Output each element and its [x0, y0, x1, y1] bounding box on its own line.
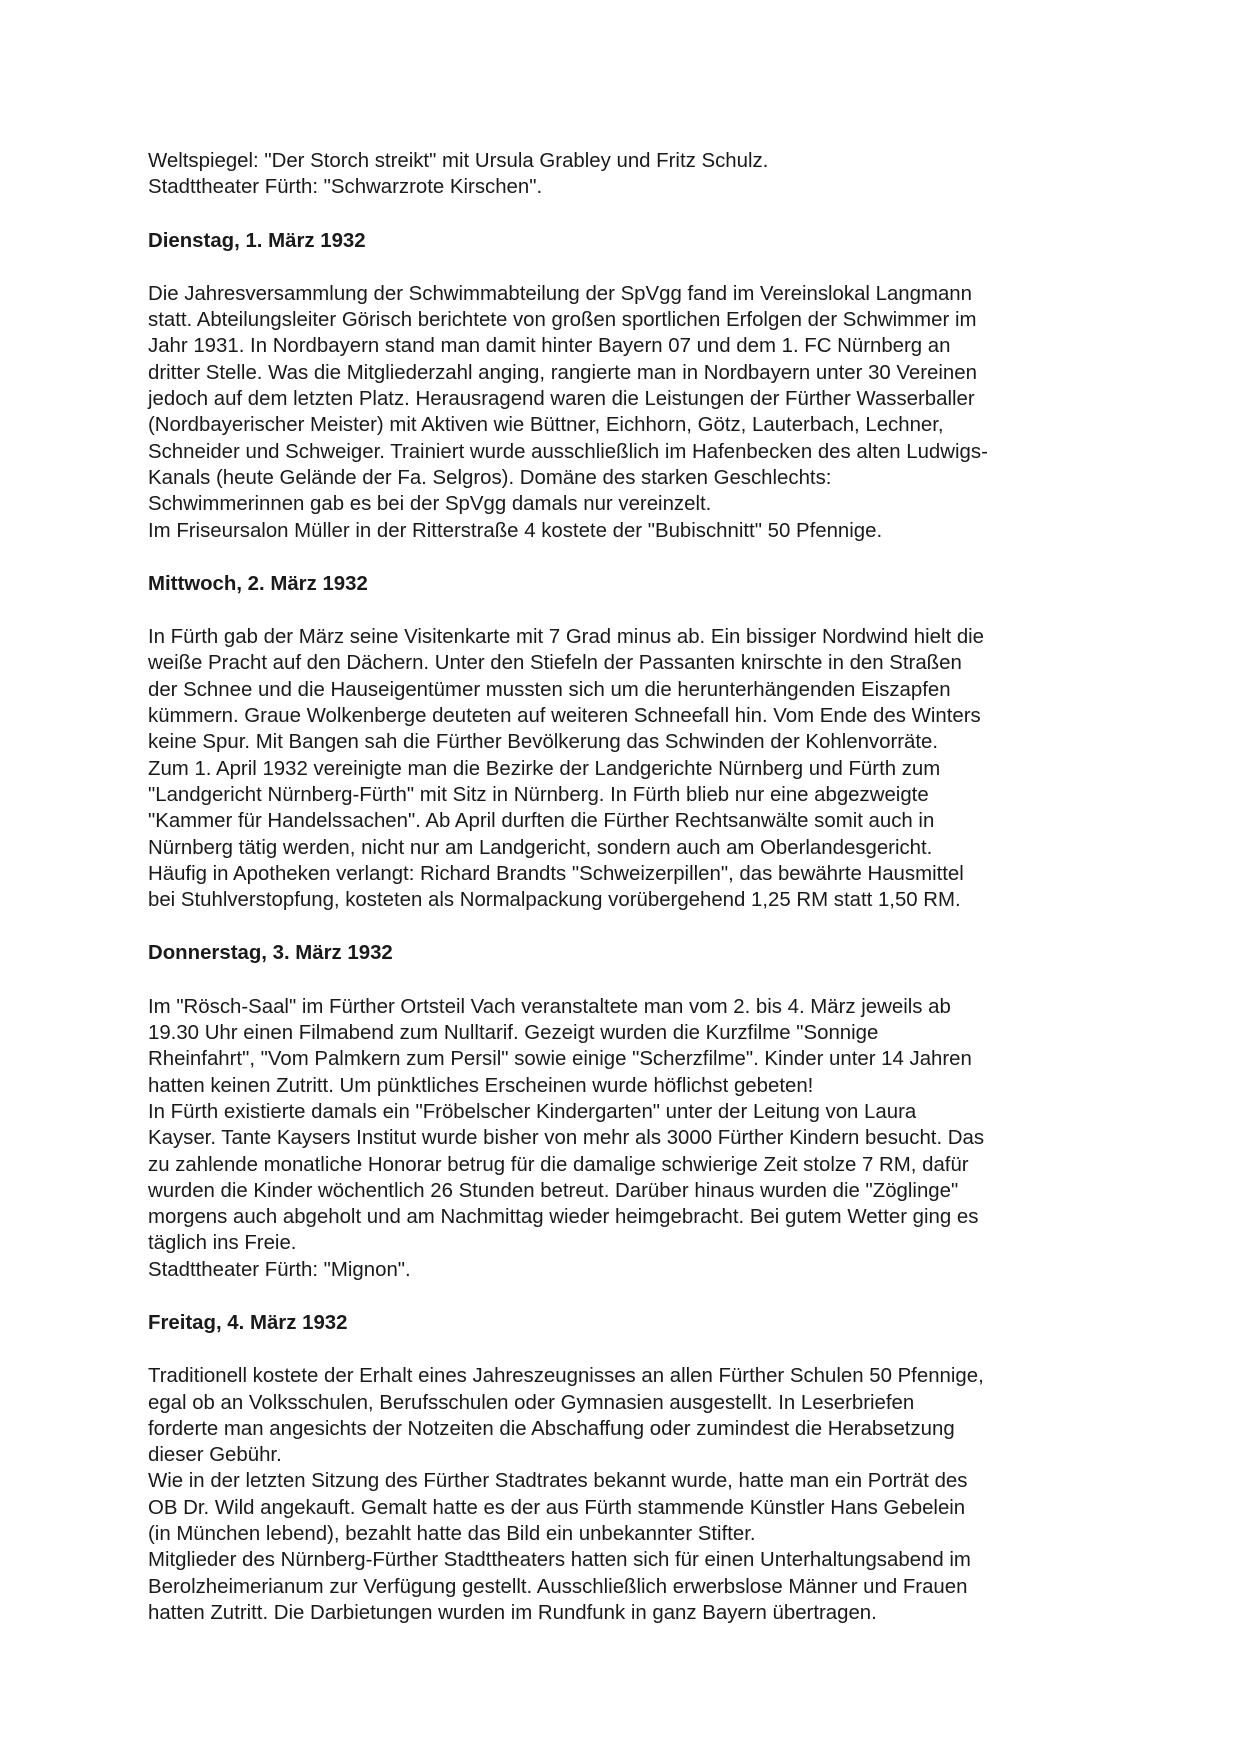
section-mittwoch — [148, 571, 1108, 914]
paragraph-line: (in München lebend), bezahlt hatte das Bild ein unbekannter Stifter. — [148, 1523, 756, 1546]
paragraph-line: In Fürth existierte damals ein "Fröbelscher Kindergarten" unter der Leitung von Laura — [148, 1100, 917, 1123]
paragraph-line: täglich ins Freie. — [148, 1232, 297, 1255]
section-heading: Dienstag, 1. März 1932 — [148, 229, 366, 252]
paragraph-line: zu zahlende monatliche Honorar betrug für die damalige schwierige Zeit stolze 7 RM, dafür — [148, 1153, 969, 1176]
paragraph-line: wurden die Kinder wöchentlich 26 Stunden betreut. Darüber hinaus wurden die "Zöglinge" — [148, 1179, 959, 1202]
paragraph-line: Im Friseursalon Müller in der Ritterstraße 4 kostete der "Bubischnitt" 50 Pfennige. — [148, 519, 883, 542]
paragraph-line: weiße Pracht auf den Dächern. Unter den Stiefeln der Passanten knirschte in den Straßen — [148, 652, 962, 675]
paragraph-line: morgens auch abgeholt und am Nachmittag wieder heimgebracht. Bei gutem Wetter ging es — [148, 1206, 979, 1229]
paragraph-line: statt. Abteilungsleiter Görisch berichtete von großen sportlichen Erfolgen der Schwimmer im — [148, 309, 977, 332]
paragraph-line: egal ob an Volksschulen, Berufsschulen oder Gymnasien ausgestellt. In Leserbriefen — [148, 1391, 915, 1414]
paragraph-line: hatten Zutritt. Die Darbietungen wurden im Rundfunk in ganz Bayern übertragen. — [148, 1601, 877, 1624]
paragraph-line: jedoch auf dem letzten Platz. Herausragend waren die Leistungen der Fürther Wasserballer — [148, 388, 975, 411]
paragraph-line: In Fürth gab der März seine Visitenkarte mit 7 Grad minus ab. Ein bissiger Nordwind hielt die — [148, 626, 985, 649]
paragraph-line: forderte man angesichts der Notzeiten die Abschaffung oder zumindest die Herabsetzung — [148, 1417, 955, 1440]
paragraph-line: kümmern. Graue Wolkenberge deuteten auf weiteren Schneefall hin. Vom Ende des Winters — [148, 705, 981, 728]
paragraph-line: hatten keinen Zutritt. Um pünktliches Erscheinen wurde höflichst gebeten! — [148, 1074, 814, 1097]
paragraph-line: "Kammer für Handelssachen". Ab April durften die Fürther Rechtsanwälte somit auch in — [148, 810, 935, 833]
paragraph-line: Zum 1. April 1932 vereinigte man die Bezirke der Landgerichte Nürnberg und Fürth zum — [148, 757, 941, 780]
section-heading: Mittwoch, 2. März 1932 — [148, 572, 368, 595]
intro-line: Stadttheater Fürth: "Schwarzrote Kirschen". — [148, 176, 543, 199]
section-heading: Donnerstag, 3. März 1932 — [148, 942, 393, 965]
paragraph-line: Schneider und Schweiger. Trainiert wurde ausschließlich im Hafenbecken des alten Ludwigs- — [148, 440, 988, 463]
paragraph-line: Im "Rösch-Saal" im Fürther Ortsteil Vach veranstaltete man vom 2. bis 4. März jeweils ab — [148, 995, 951, 1018]
paragraph-line: Nürnberg tätig werden, nicht nur am Landgericht, sondern auch am Oberlandesgericht. — [148, 836, 933, 859]
paragraph-line: Rheinfahrt", "Vom Palmkern zum Persil" sowie einige "Scherzfilme". Kinder unter 14 Jahren — [148, 1048, 972, 1071]
section-freitag — [148, 1310, 1108, 1626]
document-page — [148, 148, 1108, 1626]
paragraph-line: dieser Gebühr. — [148, 1444, 282, 1467]
paragraph-line: Mitglieder des Nürnberg-Fürther Stadttheaters hatten sich für einen Unterhaltungsabend im — [148, 1549, 971, 1572]
intro-line: Weltspiegel: "Der Storch streikt" mit Ursula Grabley und Fritz Schulz. — [148, 150, 769, 172]
section-dienstag — [148, 228, 1108, 544]
paragraph-line: Stadttheater Fürth: "Mignon". — [148, 1258, 411, 1281]
paragraph-line: keine Spur. Mit Bangen sah die Fürther Bevölkerung das Schwinden der Kohlenvorräte. — [148, 731, 939, 754]
paragraph-line: 19.30 Uhr einen Filmabend zum Nulltarif. Gezeigt wurden die Kurzfilme "Sonnige — [148, 1022, 879, 1045]
section-donnerstag — [148, 940, 1108, 1283]
paragraph-line: OB Dr. Wild angekauft. Gemalt hatte es der aus Fürth stammende Künstler Hans Gebelein — [148, 1496, 966, 1519]
paragraph-line: "Landgericht Nürnberg-Fürth" mit Sitz in Nürnberg. In Fürth blieb nur eine abgezweigte — [148, 783, 929, 806]
paragraph-line: dritter Stelle. Was die Mitgliederzahl anging, rangierte man in Nordbayern unter 30 Vereinen — [148, 361, 977, 384]
paragraph-line: (Nordbayerischer Meister) mit Aktiven wie Büttner, Eichhorn, Götz, Lauterbach, Lechner, — [148, 414, 944, 437]
paragraph-line: Traditionell kostete der Erhalt eines Jahreszeugnisses an allen Fürther Schulen 50 Pfennige, — [148, 1365, 984, 1388]
paragraph-line: Jahr 1931. In Nordbayern stand man damit hinter Bayern 07 und dem 1. FC Nürnberg an — [148, 335, 951, 358]
paragraph-line: Häufig in Apotheken verlangt: Richard Brandts "Schweizerpillen", das bewährte Hausmittel — [148, 862, 964, 885]
intro-block — [148, 148, 1108, 201]
paragraph-line: Schwimmerinnen gab es bei der SpVgg damals nur vereinzelt. — [148, 493, 712, 516]
paragraph-line: Kanals (heute Gelände der Fa. Selgros). Domäne des starken Geschlechts: — [148, 466, 832, 489]
paragraph-line: Die Jahresversammlung der Schwimmabteilung der SpVgg fand im Vereinslokal Langmann — [148, 282, 972, 305]
paragraph-line: Wie in der letzten Sitzung des Fürther Stadtrates bekannt wurde, hatte man ein Porträt des — [148, 1470, 968, 1493]
paragraph-line: Berolzheimerianum zur Verfügung gestellt. Ausschließlich erwerbslose Männer und Frauen — [148, 1575, 968, 1598]
section-heading: Freitag, 4. März 1932 — [148, 1311, 348, 1334]
paragraph-line: der Schnee und die Hauseigentümer mussten sich um die herunterhängenden Eiszapfen — [148, 678, 951, 701]
paragraph-line: bei Stuhlverstopfung, kosteten als Normalpackung vorübergehend 1,25 RM statt 1,50 RM. — [148, 889, 961, 912]
paragraph-line: Kayser. Tante Kaysers Institut wurde bisher von mehr als 3000 Fürther Kindern besucht. Das — [148, 1127, 985, 1150]
